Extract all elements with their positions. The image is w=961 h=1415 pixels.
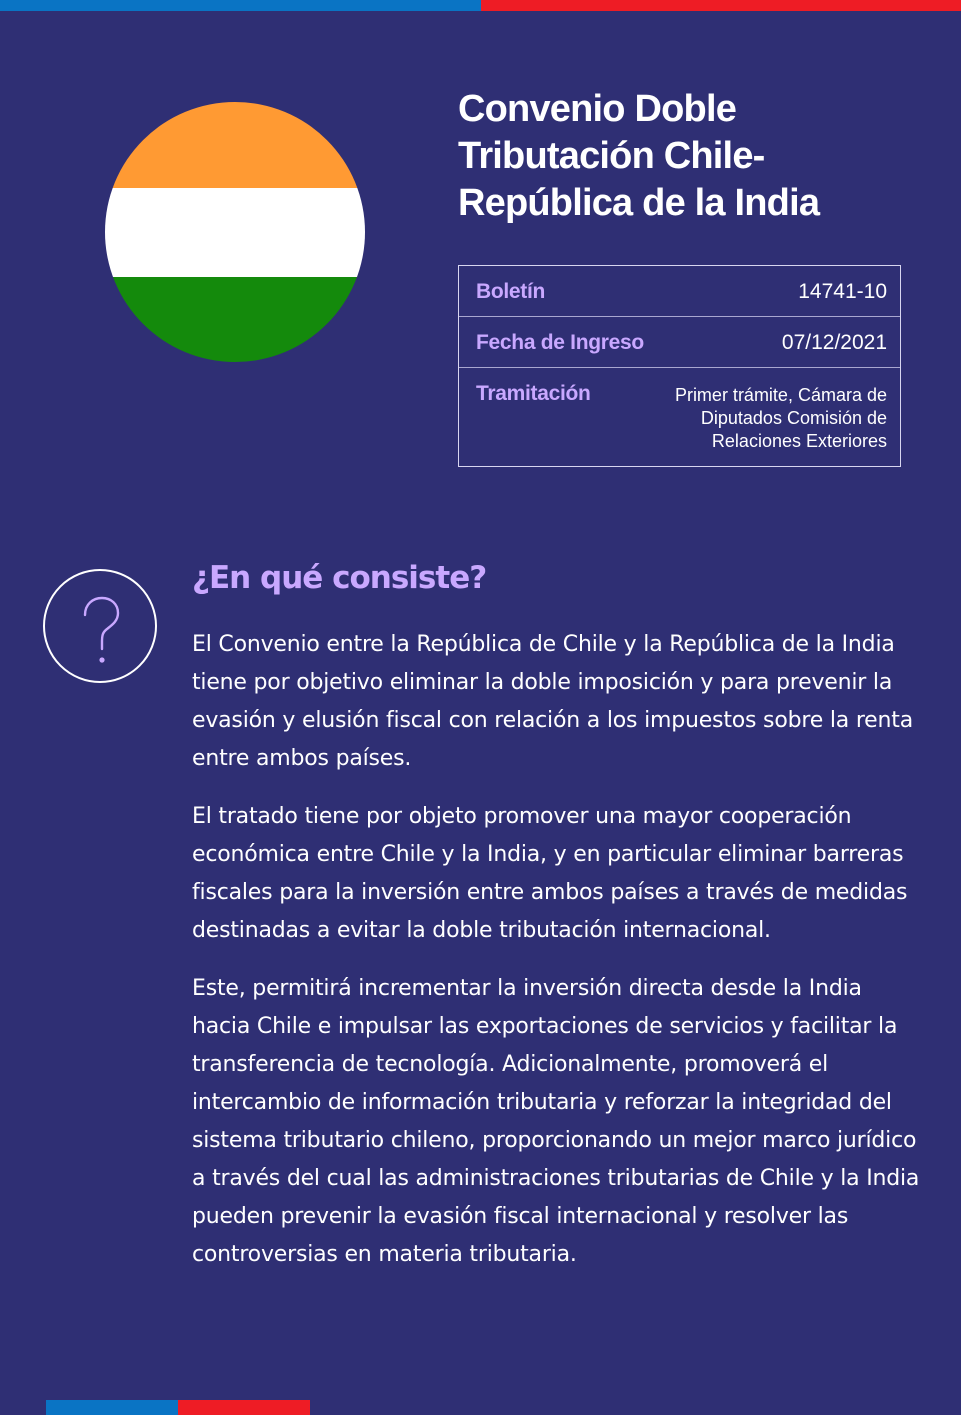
top-bar-red xyxy=(481,0,961,11)
info-table xyxy=(458,265,901,467)
paragraph-2: El tratado tiene por objeto promover una mayor cooperación económica entre Chile y la India, y en particular eliminar barreras fiscales para la inversión entre ambos países a través de medidas destinadas a evitar la doble tributación internacional. xyxy=(192,804,908,943)
flag-saffron-band xyxy=(105,102,365,188)
paragraph-1: El Convenio entre la República de Chile y la República de la India tiene por objetivo eliminar la doble imposición y para prevenir la evasión y elusión fiscal con relación a los impuestos sobre la renta entre ambos países. xyxy=(192,632,913,771)
india-flag-icon xyxy=(105,102,365,362)
page-title: Convenio Doble Tributación Chile-República de la India xyxy=(458,88,820,224)
question-icon xyxy=(43,569,157,683)
bottom-bar-red xyxy=(178,1400,310,1415)
paragraph-3: Este, permitirá incrementar la inversión directa desde la India hacia Chile e impulsar las exportaciones de servicios y facilitar la transferencia de tecnología. Adicionalmente, promoverá el intercambio de información tributaria y reforzar la integridad del sistema tributario chileno, proporcionando un mejor marco jurídico a través del cual las administraciones tributarias de Chile y la India pueden prevenir la evasión fiscal internacional y resolver las controversias en materia tributaria. xyxy=(192,976,920,1267)
flag-white-band xyxy=(105,188,365,277)
boletin-label: Boletín xyxy=(476,280,546,303)
tramitacion-value: Primer trámite, Cámara de Diputados Comisión de Relaciones Exteriores xyxy=(674,385,887,451)
flag-green-band xyxy=(105,277,365,362)
section-title: ¿En qué consiste? xyxy=(192,560,487,596)
top-bar-blue xyxy=(0,0,481,11)
fecha-value: 07/12/2021 xyxy=(781,331,887,354)
tramitacion-label: Tramitación xyxy=(476,382,591,405)
boletin-value: 14741-10 xyxy=(798,280,887,303)
fecha-label: Fecha de Ingreso xyxy=(476,331,644,354)
info-row-fecha xyxy=(459,317,900,368)
section-body xyxy=(192,626,924,1294)
info-row-tramitacion xyxy=(459,368,900,466)
bottom-bar-blue xyxy=(46,1400,178,1415)
info-row-boletin xyxy=(459,266,900,317)
